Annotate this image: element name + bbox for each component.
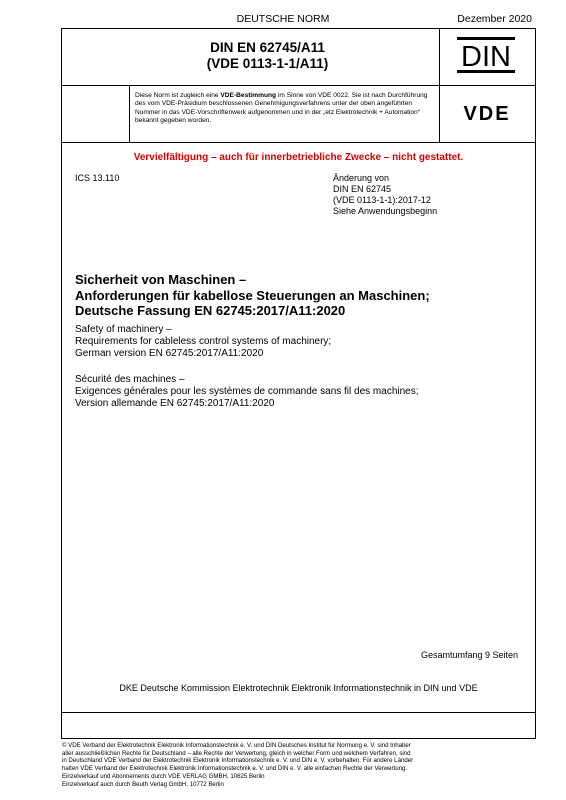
- copyright-line: in Deutschland VDE Verband der Elektrotechnik Elektronik Informationstechnik e. V. und DIN e. V. vorbehalten. Für andere Länder: [62, 757, 414, 765]
- english-title: [75, 324, 525, 360]
- norm-label: DEUTSCHE NORM: [236, 13, 330, 25]
- title-line: Anforderungen für kabellose Steuerungen an Maschinen;: [75, 287, 430, 303]
- divider-line: [439, 28, 440, 142]
- ics-code: ICS 13.110: [75, 173, 120, 183]
- vde-note-text-end: im Sinne von VDE 0022. Sie ist nach Durchführung des vom VDE-Präsidium beschlossenen Genehmigungsverfahrens unter der oben angeführten Nummer in das VDE-Vorschriftenwerk aufgenommen und in der „etz Elektrotechnik + Automation“ bekannt gegeben worden.: [135, 92, 428, 125]
- title-line: Sicherheit von Maschinen –: [75, 272, 247, 287]
- total-pages: Gesamtumfang 9 Seiten: [420, 650, 518, 660]
- amendment-line: Änderung von: [333, 173, 390, 183]
- copyright-notice: [62, 742, 540, 788]
- amendment-line: DIN EN 62745: [333, 184, 392, 194]
- copyright-line: © VDE Verband der Elektrotechnik Elektronik Informationstechnik e. V. und DIN Deutsches Institut für Normung e. V. sind Inhaber: [62, 742, 411, 749]
- divider-line: [61, 712, 536, 713]
- amendment-info: [333, 173, 437, 217]
- publication-date: Dezember 2020: [457, 13, 532, 25]
- title-line: Exigences générales pour les systèmes de commande sans fil des machines;: [75, 386, 419, 397]
- title-line: Safety of machinery –: [75, 324, 172, 335]
- dke-commission: DKE Deutsche Kommission Elektrotechnik Elektronik Informationstechnik in DIN und VDE: [119, 683, 478, 693]
- reproduction-warning: Vervielfältigung – auch für innerbetriebliche Zwecke – nicht gestattet.: [133, 152, 464, 163]
- din-logo-text: DIN: [461, 41, 511, 73]
- document-number-vde: (VDE 0113-1-1/A11): [206, 56, 329, 71]
- vde-note-text-start: Diese Norm ist zugleich eine: [135, 92, 221, 99]
- copyright-line: aller ausschließlichen Rechte für Deutschland – alle Rechte der Verwertung, gleich in welcher Form und welchem Verfahren, sind: [62, 749, 411, 757]
- vde-logo-text: VDE: [463, 103, 511, 123]
- divider-line: [129, 85, 130, 142]
- document-number-din: DIN EN 62745/A11: [210, 40, 325, 55]
- vde-note-bold: VDE-Bestimmung: [220, 92, 277, 99]
- title-line: Deutsche Fassung EN 62745:2017/A11:2020: [75, 303, 346, 318]
- german-title: [75, 272, 525, 319]
- title-line: Version allemande EN 62745:2017/A11:2020: [75, 398, 275, 409]
- amendment-line: Siehe Anwendungsbeginn: [333, 206, 438, 216]
- title-line: German version EN 62745:2017/A11:2020: [75, 348, 264, 359]
- sales-line: Einzelverkauf und Abonnements durch VDE VERLAG GMBH, 10625 Berlin: [62, 772, 265, 780]
- din-logo: [454, 36, 518, 74]
- french-title: [75, 374, 530, 410]
- divider-line: [61, 142, 536, 143]
- document-number: [100, 40, 435, 72]
- amendment-line: (VDE 0113-1-1):2017-12: [333, 195, 431, 205]
- copyright-line: halten VDE Verband der Elektrotechnik Elektronik Informationstechnik e. V. und DIN e. V. alle einfachen Rechte der Verwertung.: [62, 765, 408, 773]
- title-line: Requirements for cableless control systems of machinery;: [75, 336, 332, 347]
- vde-logo: [452, 103, 522, 123]
- title-line: Sécurité des machines –: [75, 374, 185, 385]
- sales-line: Einzelverkauf auch durch Beuth Verlag GmbH, 10772 Berlin: [62, 780, 224, 788]
- divider-line: [61, 85, 536, 86]
- vde-regulation-note: [135, 92, 433, 126]
